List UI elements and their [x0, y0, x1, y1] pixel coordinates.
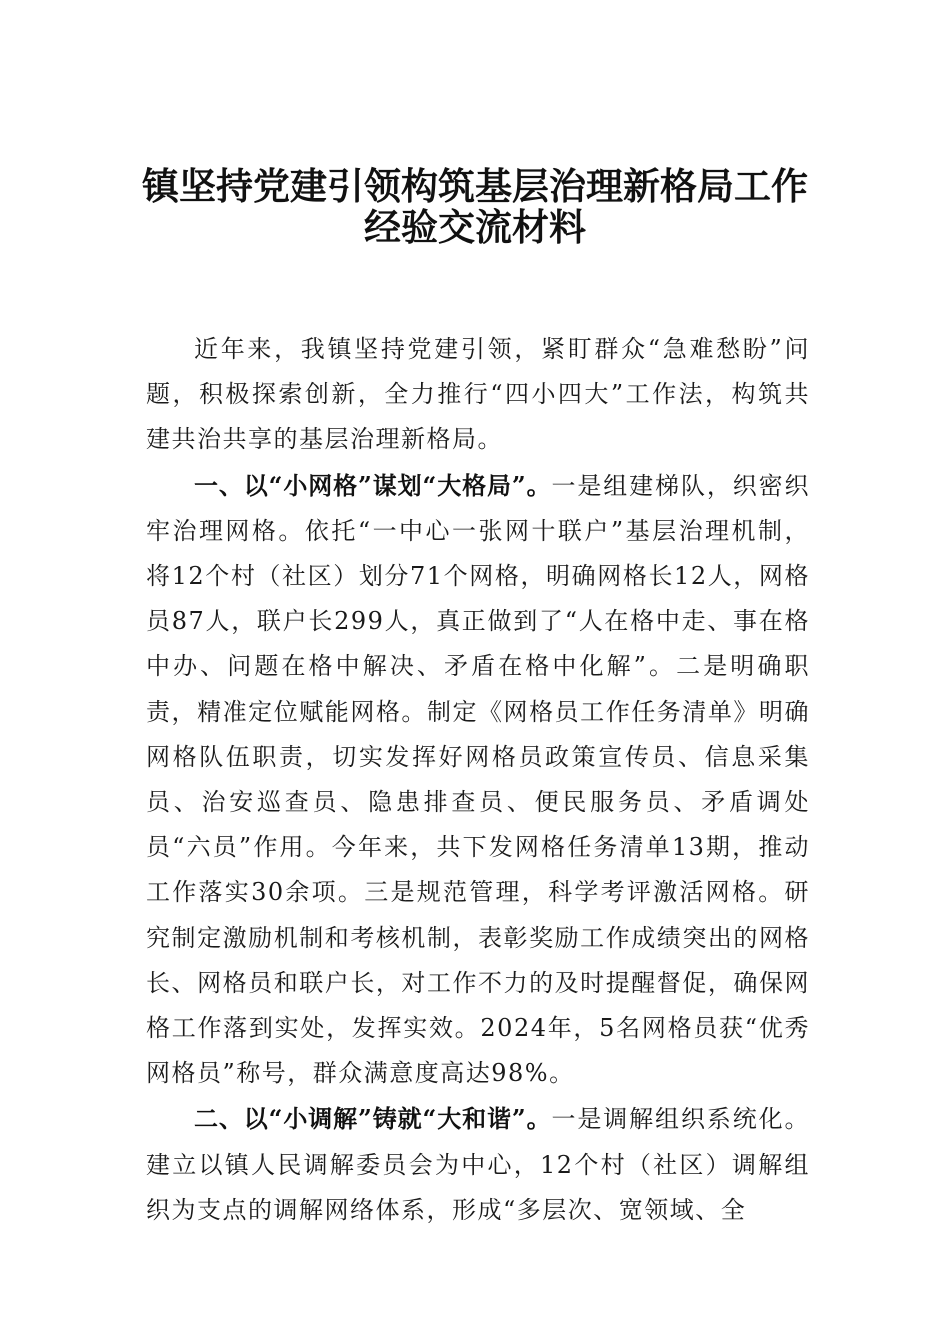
intro-paragraph [146, 327, 810, 463]
section-1-paragraph [146, 463, 810, 1097]
document-title-line-2: 经验交流材料 [364, 205, 586, 249]
document-body [146, 327, 810, 1233]
section-2-paragraph [146, 1096, 810, 1233]
paragraph-text: 一是调解组织系统化。建立以镇人民调解委员会为中心，12个村（社区）调解组织为支点的调解网络体系，形成“多层次、宽领域、全 [146, 1105, 811, 1224]
section-heading: 一、以“小网格”谋划“大格局”。 [194, 470, 552, 500]
paragraph-text: 近年来，我镇坚持党建引领，紧盯群众“急难愁盼”问题，积极探索创新，全力推行“四小四大”工作法，构筑共建共治共享的基层治理新格局。 [146, 335, 810, 454]
document-title-line-1: 镇坚持党建引领构筑基层治理新格局工作 [142, 164, 808, 208]
paragraph-text: 一是组建梯队，织密织牢治理网格。依托“一中心一张网十联户”基层治理机制，将12个村（社区）划分71个网格，明确网格长12人，网格员87人，联户长299人，真正做到了“人在格中走、事在格中办、问题在格中解决、矛盾在格中化解”。二是明确职责，精准定位赋能网格。制定《网格员工作任务清单》明确网格队伍职责，切实发挥好网格员政策宣传员、信息采集员、治安巡查员、隐患排查员、便民服务员、矛盾调处员“六员”作用。今年来，共下发网格任务清单13期，推动工作落实30余项。三是规范管理，科学考评激活网格。研究制定激励机制和考核机制，表彰奖励工作成绩突出的网格长、网格员和联户长，对工作不力的及时提醒督促，确保网格工作落到实处，发挥实效。2024年，5名网格员获“优秀网格员”称号，群众满意度高达98%。 [146, 471, 811, 1088]
section-heading: 二、以“小调解”铸就“大和谐”。 [194, 1104, 552, 1134]
